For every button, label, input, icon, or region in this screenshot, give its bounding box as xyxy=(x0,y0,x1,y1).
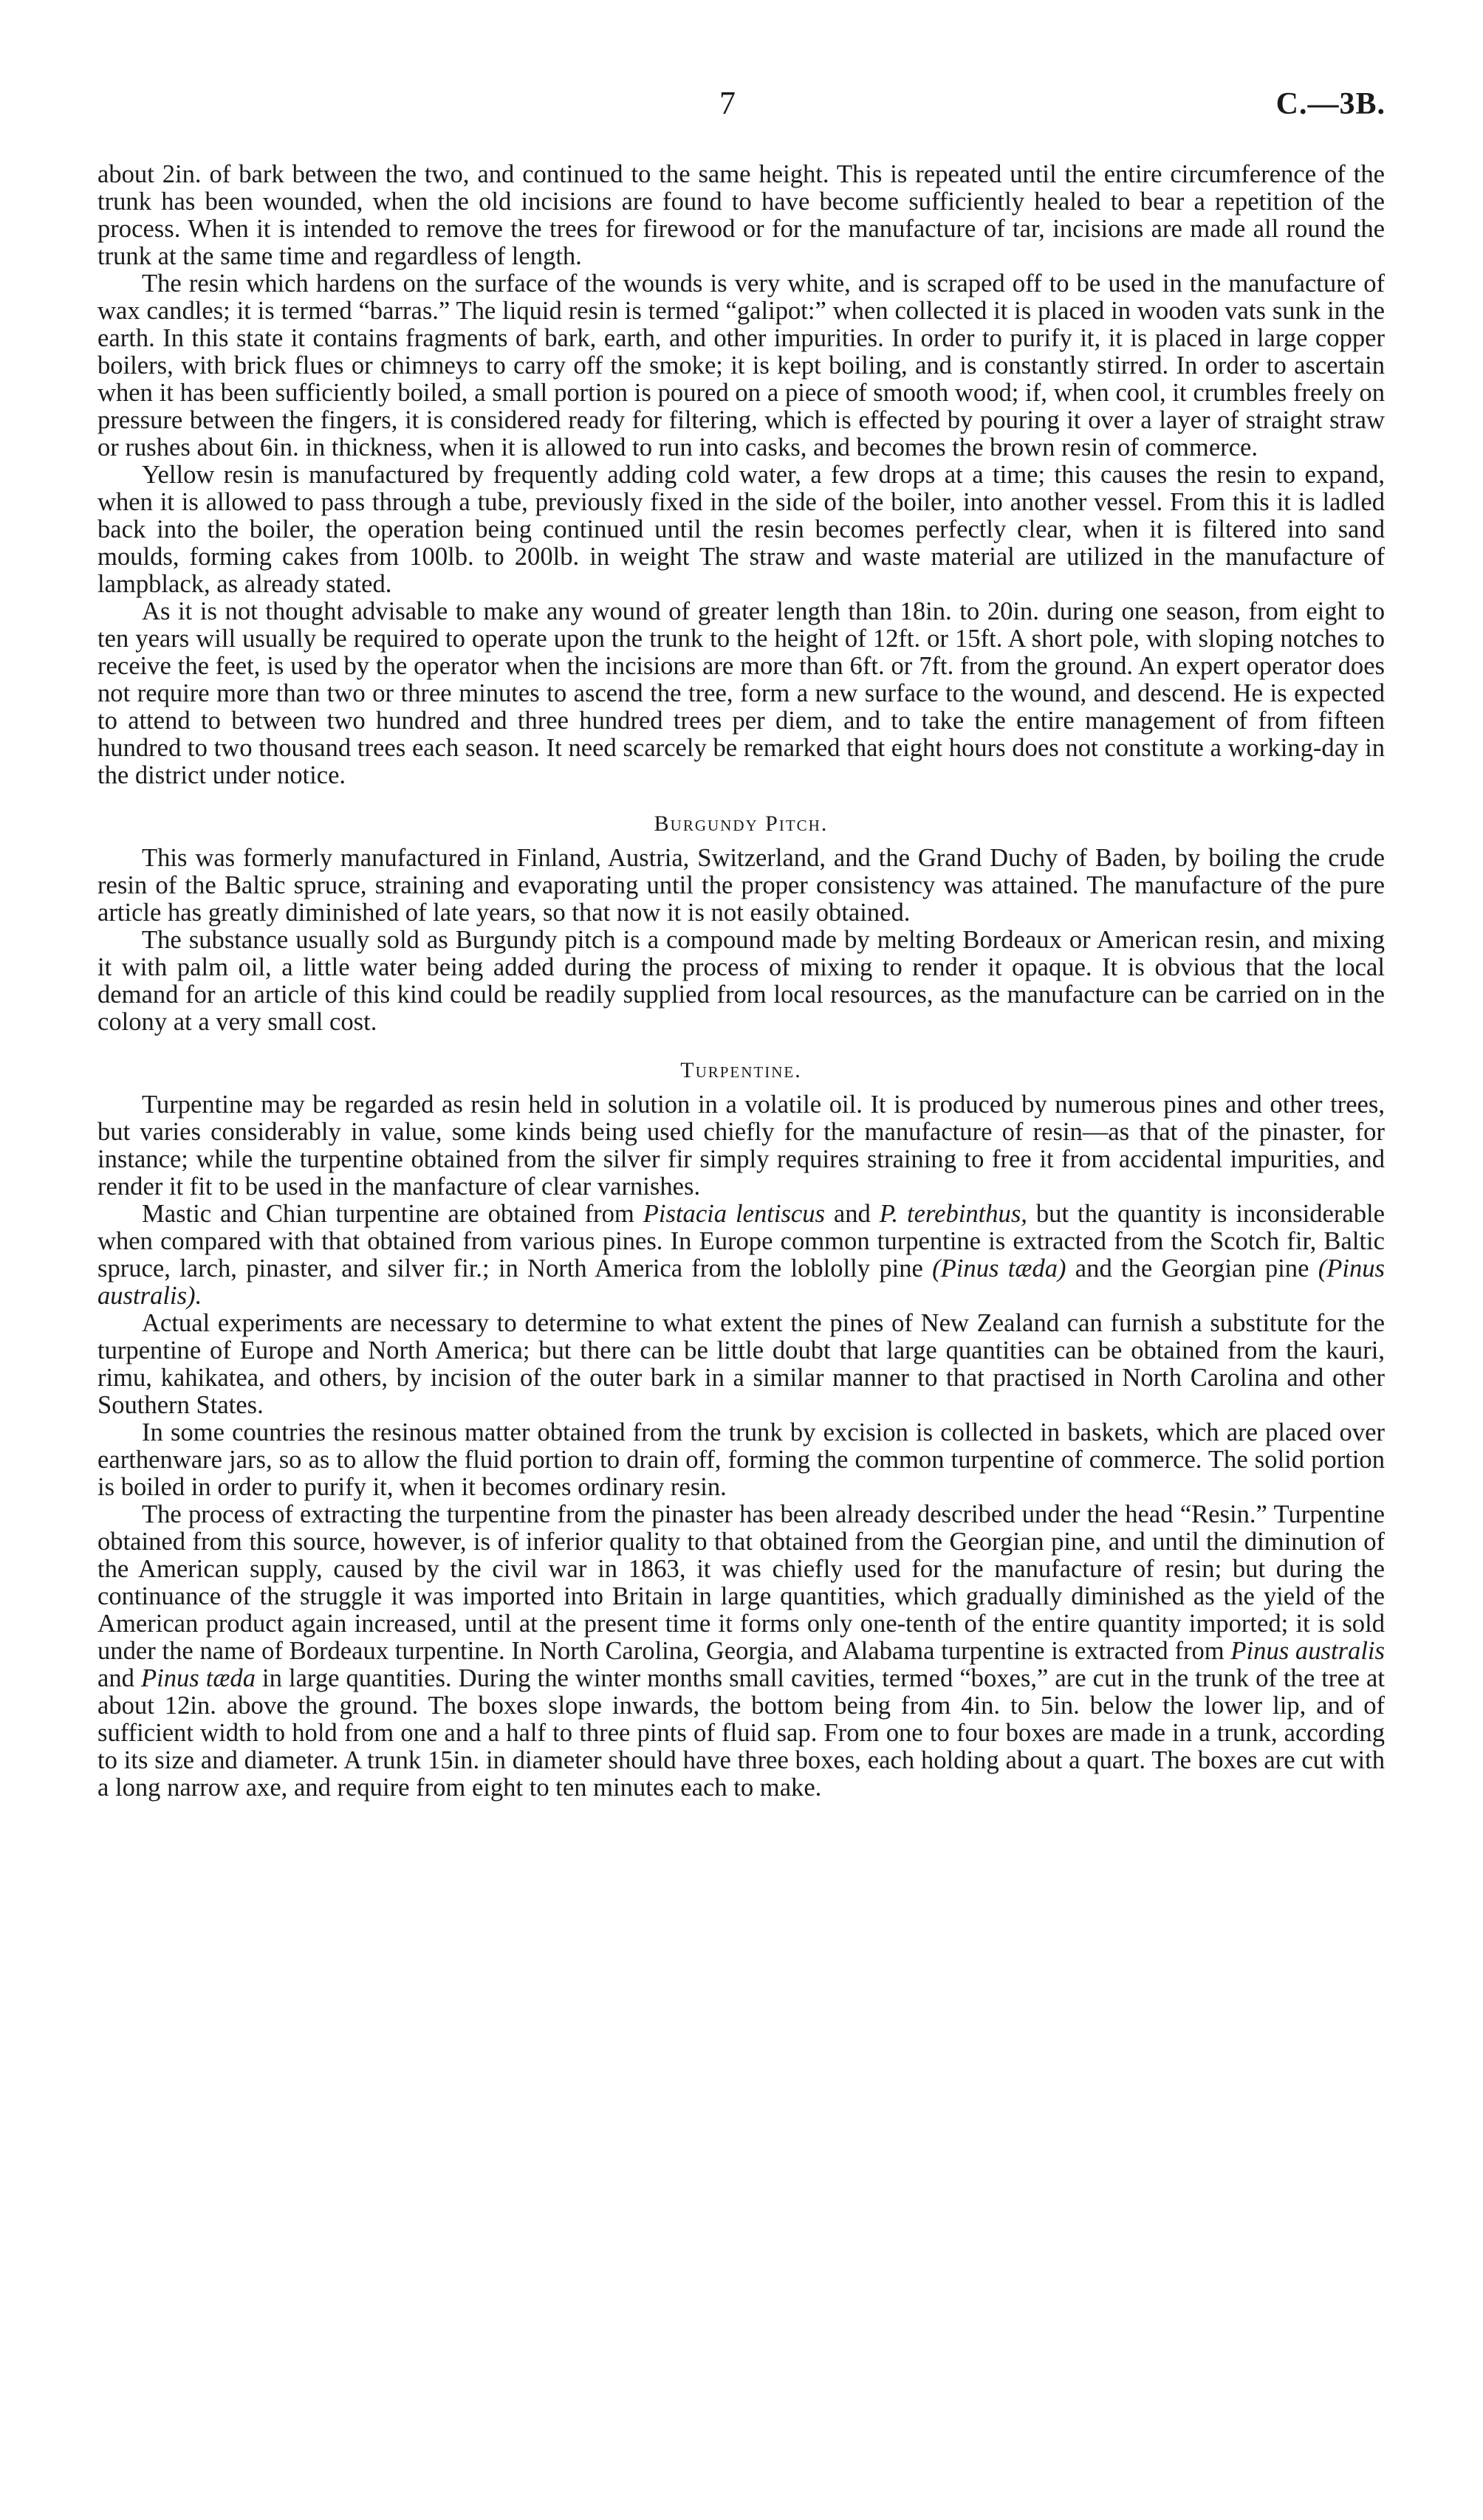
paragraph-resin-purification: The resin which hardens on the surface of the wounds is very white, and is scraped off to be used in the manufacture of wax candles; it is termed “barras.” The liquid resin is termed “galipot:” when collected it is placed in wooden vats sunk in the earth. In this state it contains fragments of bark, earth, and other impurities. In order to purify it, it is placed in large copper boilers, with brick flues or chimneys to carry off the smoke; it is kept boiling, and is constantly stirred. In order to ascertain when it has been sufficiently boiled, a small portion is poured on a piece of smooth wood; if, when cool, it crumbles freely on pressure between the fingers, it is considered ready for filtering, which is effected by pouring it over a layer of straight straw or rushes about 6in. in thickness, when it is allowed to run into casks, and becomes the brown resin of commerce. xyxy=(97,269,1385,461)
paragraph-baskets-method: In some countries the resinous matter obtained from the trunk by excision is collected in baskets, which are placed over earthenware jars, so as to allow the fluid portion to drain off, forming the common turpentine of commerce. The solid portion is boiled in order to purify it, when it becomes ordinary resin. xyxy=(97,1418,1385,1501)
text-run: Mastic and Chian turpentine are obtained from xyxy=(142,1200,643,1228)
paragraph-burgundy-substitute: The substance usually sold as Burgundy pitch is a compound made by melting Bordeaux or American resin, and mixing it with palm oil, a little water being added during the process of mixing to render it opaque. It is obvious that the local demand for an article of this kind could be readily supplied from local resources, as the manufacture can be carried on in the colony at a very small cost. xyxy=(97,926,1385,1036)
paragraph-burgundy-history: This was formerly manufactured in Finland, Austria, Switzerland, and the Grand Duchy of Baden, by boiling the crude resin of the Baltic spruce, straining and evaporating until the proper consistency was attained. The manufacture of the pure article has greatly diminished of late years, so that now it is not easily obtained. xyxy=(97,844,1385,927)
text-run: The process of extracting the turpentine from the pinaster has been already described under the head “Resin.” Turpentine obtained from this source, however, is of inferior quality to that obtained from the Georgian pine, and until the diminution of the American supply, caused by the civil war in 1863, it was chiefly used for the manufacture of resin; but during the continuance of the struggle it was imported into Britain in large quantities, which gradually diminished as the yield of the American product again increased, until at the present time it forms only one-tenth of the entire quantity imported; it is sold under the name of Bordeaux turpentine. In North Carolina, Georgia, and Alabama turpentine is extracted from xyxy=(97,1500,1385,1665)
text-run: and xyxy=(825,1200,880,1228)
heading-burgundy-pitch: Burgundy Pitch. xyxy=(654,811,829,836)
page-number: 7 xyxy=(719,85,736,121)
paragraph-bark-incisions: about 2in. of bark between the two, and continued to the same height. This is repeated until the entire circumference of the trunk has been wounded, when the old incisions are found to have become sufficiently healed to bear a repetition of the process. When it is intended to remove the trees for firewood or for the manufacture of tar, incisions are made all round the trunk at the same time and regardless of length. xyxy=(97,160,1385,270)
species-name: (Pinus tæda) xyxy=(932,1254,1066,1283)
paragraph-wound-operation: As it is not thought advisable to make any wound of greater length than 18in. to 20in. during one season, from eight to ten years will usually be required to operate upon the trunk to the height of 12ft. or 15ft. A short pole, with sloping notches to receive the feet, is used by the operator when the incisions are more than 6ft. or 7ft. from the ground. An expert operator does not require more than two or three minutes to ascend the tree, form a new surface to the wound, and descend. He is expected to attend to between two hundred and three hundred trees per diem, and to take the entire management of from fifteen hundred to two thousand trees each season. It need scarcely be remarked that eight hours does not constitute a working-day in the district under notice. xyxy=(97,597,1385,789)
paragraph-turpentine-sources xyxy=(97,1201,1385,1310)
species-name: Pinus australis xyxy=(1230,1637,1385,1665)
text-run: and xyxy=(97,1664,141,1692)
species-name: Pistacia lentiscus xyxy=(643,1200,825,1228)
page-body xyxy=(97,161,1385,1802)
species-name: Pinus tæda xyxy=(140,1664,256,1692)
paragraph-yellow-resin: Yellow resin is manufactured by frequently adding cold water, a few drops at a time; this causes the resin to expand, when it is allowed to pass through a tube, previously fixed in the side of the boiler, into another vessel. From this it is ladled back into the boiler, the operation being continued until the resin becomes perfectly clear, when it is filtered into sand moulds, forming cakes from 100lb. to 200lb. in weight The straw and waste material are utilized in the manufacture of lampblack, as already stated. xyxy=(97,461,1385,598)
paragraph-turpentine-definition: Turpentine may be regarded as resin held in solution in a volatile oil. It is produced by numerous pines and other trees, but varies considerably in value, some kinds being used chiefly for the manufacture of resin—as that of the pinaster, for instance; while the turpentine obtained from the silver fir simply requires straining to free it from accidental impurities, and render it fit to be used in the manfacture of clear varnishes. xyxy=(97,1091,1385,1201)
species-name: P. terebinthus, xyxy=(879,1200,1027,1228)
species-name: (Pinus australis). xyxy=(97,1254,1385,1310)
heading-turpentine: Turpentine. xyxy=(680,1058,802,1082)
text-run: but the quantity is inconsiderable when compared with that obtained from various pines. In Europe common turpentine is extracted from the Scotch fir, Baltic spruce, larch, pinaster, and silver fir.; in North America from the loblolly pine xyxy=(97,1200,1385,1283)
paragraph-extraction-process xyxy=(97,1501,1385,1802)
paragraph-new-zealand-pines: Actual experiments are necessary to determine to what extent the pines of New Zealand can furnish a substitute for the turpentine of Europe and North America; but there can be little doubt that large quantities can be obtained from the kauri, rimu, kahikatea, and others, by incision of the outer bark in a similar manner to that practised in North Carolina and other Southern States. xyxy=(97,1309,1385,1419)
text-run: in large quantities. During the winter months small cavities, termed “boxes,” are cut in the trunk of the tree at about 12in. above the ground. The boxes slope inwards, the bottom being from 4in. to 5in. below the lower lip, and of sufficient width to hold from one and a half to three pints of fluid sap. From one to four boxes are made in a trunk, according to its size and diameter. A trunk 15in. in diameter should have three boxes, each holding about a quart. The boxes are cut with a long narrow axe, and require from eight to ten minutes each to make. xyxy=(97,1664,1386,1802)
document-reference: C.—3B. xyxy=(1275,87,1386,121)
text-run: and the Georgian pine xyxy=(1066,1254,1318,1283)
